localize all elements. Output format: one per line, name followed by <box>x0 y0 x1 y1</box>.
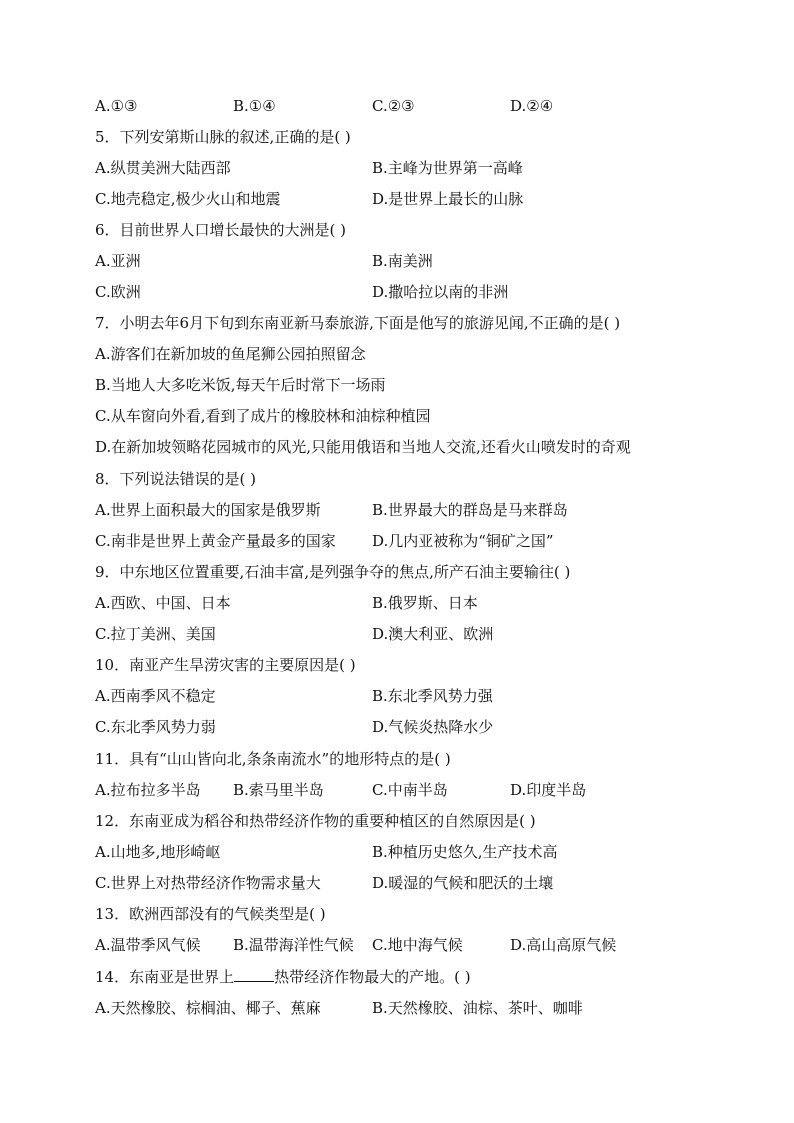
q13-option-c: C.地中海气候 <box>372 936 463 954</box>
q8-option-d: D.几内亚被称为“铜矿之国” <box>372 532 554 550</box>
q8-options-row1 <box>95 498 754 522</box>
q6-option-b: B.南美洲 <box>372 252 433 270</box>
q10-stem: 10．南亚产生旱涝灾害的主要原因是( ) <box>95 656 356 674</box>
q13-stem: 13．欧洲西部没有的气候类型是( ) <box>95 905 326 923</box>
q5-stem: 5．下列安第斯山脉的叙述,正确的是( ) <box>95 128 351 146</box>
q14-stem-after: 热带经济作物最大的产地。( ) <box>274 968 471 986</box>
q9-stem: 9．中东地区位置重要,石油丰富,是列强争夺的焦点,所产石油主要输往( ) <box>95 563 571 581</box>
q9-options-row1 <box>95 591 754 615</box>
q5-options-row1 <box>95 156 754 180</box>
q12-option-c: C.世界上对热带经济作物需求量大 <box>95 874 321 892</box>
q6-options-row1 <box>95 249 754 273</box>
q4-options <box>95 94 754 118</box>
q7-stem: 7．小明去年6月下旬到东南亚新马泰旅游,下面是他写的旅游见闻,不正确的是( ) <box>95 314 621 332</box>
q11-option-a: A.拉布拉多半岛 <box>95 781 201 799</box>
q12-option-b: B.种植历史悠久,生产技术高 <box>372 843 558 861</box>
q11-stem: 11．具有“山山皆向北,条条南流水”的地形特点的是( ) <box>95 750 451 768</box>
q8-options-row2 <box>95 529 754 553</box>
q14-answer-blank <box>234 967 274 982</box>
q10-options-row2 <box>95 715 754 739</box>
q12-stem: 12．东南亚成为稻谷和热带经济作物的重要种植区的自然原因是( ) <box>95 812 536 830</box>
q12-options-row1 <box>95 840 754 864</box>
q8-option-b: B.世界最大的群岛是马来群岛 <box>372 501 568 519</box>
q13-option-b: B.温带海洋性气候 <box>233 936 354 954</box>
q14-option-a: A.天然橡胶、棕榈油、椰子、蕉麻 <box>95 999 321 1017</box>
q5-option-b: B.主峰为世界第一高峰 <box>372 159 523 177</box>
q6-option-c: C.欧洲 <box>95 283 141 301</box>
q8-stem: 8．下列说法错误的是( ) <box>95 470 257 488</box>
q4-option-d: D.②④ <box>510 97 554 115</box>
q5-option-c: C.地壳稳定,极少火山和地震 <box>95 190 281 208</box>
q7-option-d: D.在新加坡领略花园城市的风光,只能用俄语和当地人交流,还看火山喷发时的奇观 <box>95 438 631 456</box>
q6-options-row2 <box>95 280 754 304</box>
q8-option-a: A.世界上面积最大的国家是俄罗斯 <box>95 501 321 519</box>
q13-option-d: D.高山高原气候 <box>510 936 617 954</box>
q6-stem: 6．目前世界人口增长最快的大洲是( ) <box>95 221 347 239</box>
q4-option-b: B.①④ <box>233 97 276 115</box>
q11-options <box>95 778 754 802</box>
q9-option-b: B.俄罗斯、日本 <box>372 594 478 612</box>
q14-stem <box>95 965 754 989</box>
q10-option-c: C.东北季风势力弱 <box>95 718 216 736</box>
q11-option-b: B.索马里半岛 <box>233 781 324 799</box>
q10-option-a: A.西南季风不稳定 <box>95 687 216 705</box>
q13-options <box>95 933 754 957</box>
q7-option-b: B.当地人大多吃米饭,每天午后时常下一场雨 <box>95 376 386 394</box>
q9-options-row2 <box>95 622 754 646</box>
q14-option-b: B.天然橡胶、油棕、茶叶、咖啡 <box>372 999 583 1017</box>
q10-options-row1 <box>95 684 754 708</box>
q4-option-c: C.②③ <box>372 97 415 115</box>
q14-options-row1 <box>95 996 754 1020</box>
q9-option-d: D.澳大利亚、欧洲 <box>372 625 494 643</box>
q7-option-a: A.游客们在新加坡的鱼尾狮公园拍照留念 <box>95 345 366 363</box>
q6-option-a: A.亚洲 <box>95 252 141 270</box>
q5-option-d: D.是世界上最长的山脉 <box>372 190 524 208</box>
q12-option-d: D.暖湿的气候和肥沃的土壤 <box>372 874 554 892</box>
q12-option-a: A.山地多,地形崎岖 <box>95 843 221 861</box>
q11-option-d: D.印度半岛 <box>510 781 587 799</box>
q10-option-b: B.东北季风势力强 <box>372 687 493 705</box>
q4-option-a: A.①③ <box>95 97 138 115</box>
q10-option-d: D.气候炎热降水少 <box>372 718 494 736</box>
q5-options-row2 <box>95 187 754 211</box>
q12-options-row2 <box>95 871 754 895</box>
q9-option-a: A.西欧、中国、日本 <box>95 594 231 612</box>
q13-option-a: A.温带季风气候 <box>95 936 201 954</box>
q11-option-c: C.中南半岛 <box>372 781 448 799</box>
q5-option-a: A.纵贯美洲大陆西部 <box>95 159 231 177</box>
q7-option-c: C.从车窗向外看,看到了成片的橡胶林和油棕种植园 <box>95 407 431 425</box>
q14-stem-before: 14．东南亚是世界上 <box>95 968 235 986</box>
q6-option-d: D.撒哈拉以南的非洲 <box>372 283 509 301</box>
q9-option-c: C.拉丁美洲、美国 <box>95 625 216 643</box>
q8-option-c: C.南非是世界上黄金产量最多的国家 <box>95 532 336 550</box>
